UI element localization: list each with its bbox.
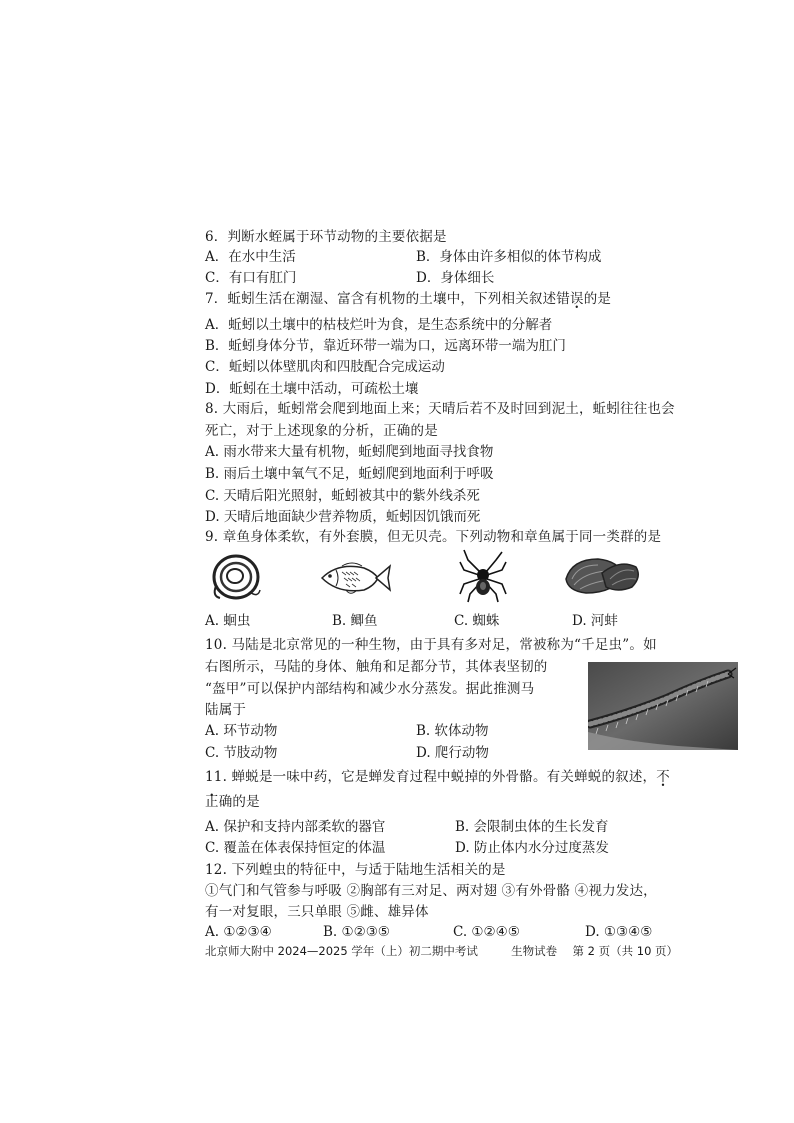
q8-stem-line-1: 8. 大雨后，蚯蚓常会爬到地面上来；天晴后若不及时回到泥土，蚯蚓往往也会 bbox=[205, 401, 675, 417]
footer-subject: 生物试卷 bbox=[511, 944, 558, 958]
q12-option-d: D. ①③④⑤ bbox=[585, 924, 653, 940]
q12-option-b: B. ①②③⑤ bbox=[323, 924, 390, 940]
q7-option-c: C．蚯蚓以体壁肌肉和四肢配合完成运动 bbox=[205, 359, 445, 375]
footer-page-number: 第 2 页（共 10 页） bbox=[572, 944, 679, 958]
q11-option-b: B. 会限制虫体的生长发育 bbox=[455, 819, 609, 835]
q10-option-c: C. 节肢动物 bbox=[205, 745, 278, 761]
q11-stem-line-2 bbox=[205, 793, 260, 811]
q11-stem-pre: 11. 蝉蜕是一味中药，它是蝉发育过程中蜕掉的外骨骼。有关蝉蜕的叙述， bbox=[205, 769, 657, 785]
q6-option-a: A．在水中生活 bbox=[205, 249, 296, 265]
q7-stem bbox=[205, 290, 611, 308]
q7-option-b: B．蚯蚓身体分节，靠近环带一端为口，远离环带一端为肛门 bbox=[205, 338, 566, 354]
q8-option-d: D. 天晴后地面缺少营养物质，蚯蚓因饥饿而死 bbox=[205, 509, 481, 525]
q10-option-a: A. 环节动物 bbox=[205, 723, 278, 739]
q7-stem-post: 的是 bbox=[583, 291, 612, 307]
q7-option-a: A．蚯蚓以土壤中的枯枝烂叶为食，是生态系统中的分解者 bbox=[205, 317, 553, 333]
q12-stem-line-2: ①气门和气管参与呼吸 ②胸部有三对足、两对翅 ③有外骨骼 ④视力发达， bbox=[205, 883, 657, 899]
q8-stem-line-2: 死亡，对于上述现象的分析，正确的是 bbox=[205, 423, 438, 439]
q12-stem-line-3: 有一对复眼，三只单眼 ⑤雌、雄异体 bbox=[205, 904, 429, 920]
q10-stem-line-4: 陆属于 bbox=[205, 702, 247, 718]
millipede-photo bbox=[588, 662, 738, 750]
q12-option-c: C. ①②④⑤ bbox=[453, 924, 520, 940]
q8-option-a: A. 雨水带来大量有机物，蚯蚓爬到地面寻找食物 bbox=[205, 444, 494, 460]
q9-option-a: A. 蛔虫 bbox=[205, 613, 251, 629]
q10-stem-line-3: “盔甲”可以保护内部结构和减少水分蒸发。据此推测马 bbox=[205, 681, 535, 697]
q8-option-b: B. 雨后土壤中氧气不足，蚯蚓爬到地面利于呼吸 bbox=[205, 466, 494, 482]
q9-option-c: C. 蜘蛛 bbox=[454, 613, 500, 629]
q12-option-a: A. ①②③④ bbox=[205, 924, 272, 940]
q7-stem-mark-1: 错 bbox=[556, 291, 570, 307]
q9-stem: 9. 章鱼身体柔软，有外套膜，但无贝壳。下列动物和章鱼属于同一类群的是 bbox=[205, 529, 662, 545]
q6-stem: 6．判断水蛭属于环节动物的主要依据是 bbox=[205, 229, 447, 245]
q10-stem-line-2: 右图所示，马陆的身体、触角和足都分节，其体表坚韧的 bbox=[205, 659, 548, 675]
footer-school: 北京师大附中 2024—2025 学年（上）初二期中考试 bbox=[205, 944, 478, 958]
q10-option-b: B. 软体动物 bbox=[416, 723, 489, 739]
q10-option-d: D. 爬行动物 bbox=[416, 745, 489, 761]
q8-option-c: C. 天晴后阳光照射，蚯蚓被其中的紫外线杀死 bbox=[205, 488, 480, 504]
q11-option-a: A. 保护和支持内部柔软的器官 bbox=[205, 819, 386, 835]
q7-stem-pre: 7．蚯蚓生活在潮湿、富含有机物的土壤中，下列相关叙述 bbox=[205, 291, 557, 307]
q9-option-d: D. 河蚌 bbox=[572, 613, 618, 629]
q11-option-d: D. 防止体内水分过度蒸发 bbox=[455, 840, 609, 856]
q11-stem-post: 确的是 bbox=[218, 794, 260, 810]
roundworm-figure bbox=[210, 552, 264, 602]
q10-stem-line-1: 10. 马陆是北京常见的一种生物，由于具有多对足，常被称为“千足虫”。如 bbox=[205, 637, 657, 653]
q11-stem-line-1 bbox=[205, 768, 670, 786]
q11-option-c: C. 覆盖在体表保持恒定的体温 bbox=[205, 840, 386, 856]
spider-figure bbox=[458, 548, 508, 604]
page-footer bbox=[205, 943, 678, 959]
q6-option-d: D．身体细长 bbox=[416, 270, 495, 286]
river-mussel-figure bbox=[562, 553, 642, 597]
q11-stem-mark-2: 正 bbox=[205, 794, 219, 810]
crucian-carp-figure bbox=[318, 560, 392, 596]
q12-stem: 12. 下列蝗虫的特征中，与适于陆地生活相关的是 bbox=[205, 862, 506, 878]
q6-option-b: B．身体由许多相似的体节构成 bbox=[416, 249, 602, 265]
q7-option-d: D．蚯蚓在土壤中活动，可疏松土壤 bbox=[205, 381, 419, 397]
q11-stem-mark-1: 不 bbox=[656, 769, 670, 785]
q6-option-c: C．有口有肛门 bbox=[205, 270, 297, 286]
q9-option-b: B. 鲫鱼 bbox=[332, 613, 378, 629]
q7-stem-mark-2: 误 bbox=[570, 291, 584, 307]
